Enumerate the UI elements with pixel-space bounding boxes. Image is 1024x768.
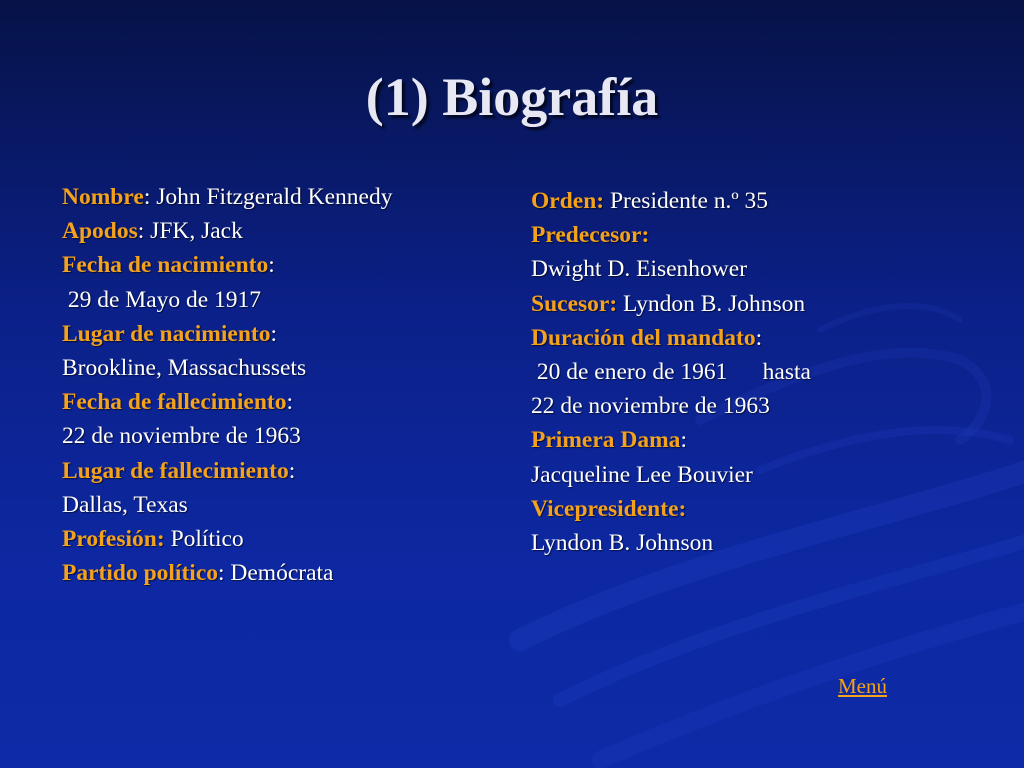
primera-dama-label: Primera Dama bbox=[531, 427, 681, 454]
orden-value: Presidente n.º 35 bbox=[604, 188, 769, 214]
fecha-nacimiento-line bbox=[62, 248, 502, 282]
sucesor-line bbox=[531, 287, 931, 321]
fecha-fallecimiento-label: Fecha de fallecimiento bbox=[62, 389, 287, 416]
primera-dama-value: Jacqueline Lee Bouvier bbox=[531, 461, 753, 488]
lugar-fallecimiento-sep: : bbox=[288, 457, 296, 484]
partido-label: Partido político bbox=[62, 560, 218, 587]
menu-link[interactable]: Menú bbox=[838, 674, 887, 698]
profesion-line bbox=[62, 522, 502, 556]
fecha-nacimiento-value: 29 de Mayo de 1917 bbox=[62, 286, 262, 313]
duracion-line bbox=[531, 321, 931, 355]
partido-value: : Demócrata bbox=[218, 560, 334, 587]
apodos-line bbox=[62, 214, 502, 248]
primera-dama-sep: : bbox=[680, 427, 687, 454]
vicepresidente-line bbox=[531, 492, 931, 526]
fecha-nacimiento-sep: : bbox=[268, 252, 275, 279]
sucesor-value: Lyndon B. Johnson bbox=[617, 290, 806, 317]
predecesor-label: Predecesor: bbox=[531, 222, 650, 249]
duracion-value-start: 20 de enero de 1961 hasta bbox=[531, 359, 811, 386]
lugar-fallecimiento-value: Dallas, Texas bbox=[62, 491, 188, 518]
vicepresidente-value: Lyndon B. Johnson bbox=[531, 530, 714, 557]
duracion-sep: : bbox=[755, 324, 763, 351]
biography-left-column bbox=[62, 180, 502, 590]
biography-right-column bbox=[531, 184, 931, 560]
fecha-fallecimiento-sep: : bbox=[286, 389, 294, 416]
sucesor-label: Sucesor: bbox=[531, 290, 618, 317]
apodos-label: Apodos bbox=[62, 218, 138, 245]
profesion-value: Político bbox=[164, 526, 244, 553]
lugar-nacimiento-label: Lugar de nacimiento bbox=[62, 320, 271, 347]
duracion-value-end: 22 de noviembre de 1963 bbox=[531, 393, 770, 420]
lugar-nacimiento-value: Brookline, Massachussets bbox=[62, 355, 307, 382]
lugar-fallecimiento-label: Lugar de fallecimiento bbox=[62, 457, 289, 484]
nombre-label: Nombre bbox=[62, 184, 144, 210]
primera-dama-line bbox=[531, 423, 931, 457]
fecha-nacimiento-label: Fecha de nacimiento bbox=[62, 252, 269, 279]
predecesor-value: Dwight D. Eisenhower bbox=[531, 256, 748, 283]
lugar-fallecimiento-line bbox=[62, 454, 502, 488]
vicepresidente-label: Vicepresidente: bbox=[531, 495, 687, 522]
lugar-nacimiento-sep: : bbox=[270, 320, 277, 347]
apodos-value: : JFK, Jack bbox=[137, 218, 243, 245]
predecesor-line bbox=[531, 218, 931, 252]
profesion-label: Profesión: bbox=[62, 526, 165, 553]
orden-label: Orden: bbox=[531, 188, 605, 214]
duracion-label: Duración del mandato bbox=[531, 324, 756, 351]
orden-line bbox=[531, 184, 931, 218]
nombre-line bbox=[62, 180, 502, 214]
fecha-fallecimiento-line bbox=[62, 385, 502, 419]
fecha-fallecimiento-value: 22 de noviembre de 1963 bbox=[62, 423, 301, 450]
lugar-nacimiento-line bbox=[62, 317, 502, 351]
nombre-value: : John Fitzgerald Kennedy bbox=[143, 184, 393, 210]
page-title: (1) Biografía bbox=[365, 67, 659, 127]
partido-line bbox=[62, 556, 502, 590]
